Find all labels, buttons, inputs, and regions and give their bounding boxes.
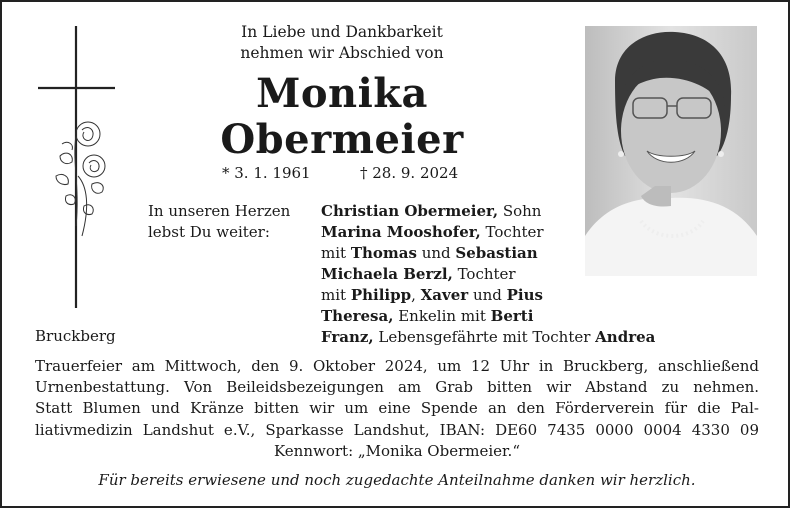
- mourner-line: mit Philipp, Xaver und Pius: [321, 286, 543, 304]
- mourner-line: mit Thomas und Sebastian: [321, 244, 538, 262]
- details-line: liativmedizin Landshut e.V., Sparkasse Landshut, IBAN: DE60 7435 0000 0004 4330 09: [35, 420, 759, 439]
- town-name: Bruckberg: [35, 327, 116, 345]
- in-our-hearts-text: [148, 201, 290, 243]
- details-line: Statt Blumen und Kränze bitten wir um eine Spende an den Förderverein für die Pal-: [35, 399, 759, 418]
- details-line: Trauerfeier am Mittwoch, den 9. Oktober 2024, um 12 Uhr in Bruckberg, anschließend: [35, 357, 759, 375]
- intro-line: nehmen wir Abschied von: [240, 44, 444, 62]
- portrait-photo: [585, 26, 757, 276]
- intro-text: [202, 22, 482, 64]
- intro-line: In Liebe und Dankbarkeit: [241, 23, 443, 41]
- mourner-line: Marina Mooshofer, Tochter: [321, 223, 544, 241]
- birth-date: * 3. 1. 1961: [222, 164, 311, 182]
- ceremony-details: [35, 356, 759, 462]
- last-name: Obermeier: [220, 116, 464, 163]
- herzen-line: In unseren Herzen: [148, 202, 291, 220]
- mourner-line: Christian Obermeier, Sohn: [321, 202, 542, 220]
- herzen-line: lebst Du weiter:: [148, 223, 270, 241]
- details-line: Kennwort: „Monika Obermeier.“: [274, 441, 520, 460]
- mourner-line: Michaela Berzl, Tochter: [321, 265, 516, 283]
- mourner-line: Franz, Lebensgefährte mit Tochter Andrea: [321, 328, 656, 346]
- death-date: † 28. 9. 2024: [360, 164, 459, 182]
- mourner-line: Theresa, Enkelin mit Berti: [321, 307, 534, 325]
- cross-with-roses-icon: [32, 26, 122, 308]
- thanks-line: Für bereits erwiesene und noch zugedachte Anteilnahme danken wir herzlich.: [98, 471, 696, 489]
- first-name: Monika: [256, 70, 428, 117]
- details-line: Urnenbestattung. Von Beileidsbezeigungen am Grab bitten wir Abstand zu nehmen.: [35, 378, 759, 397]
